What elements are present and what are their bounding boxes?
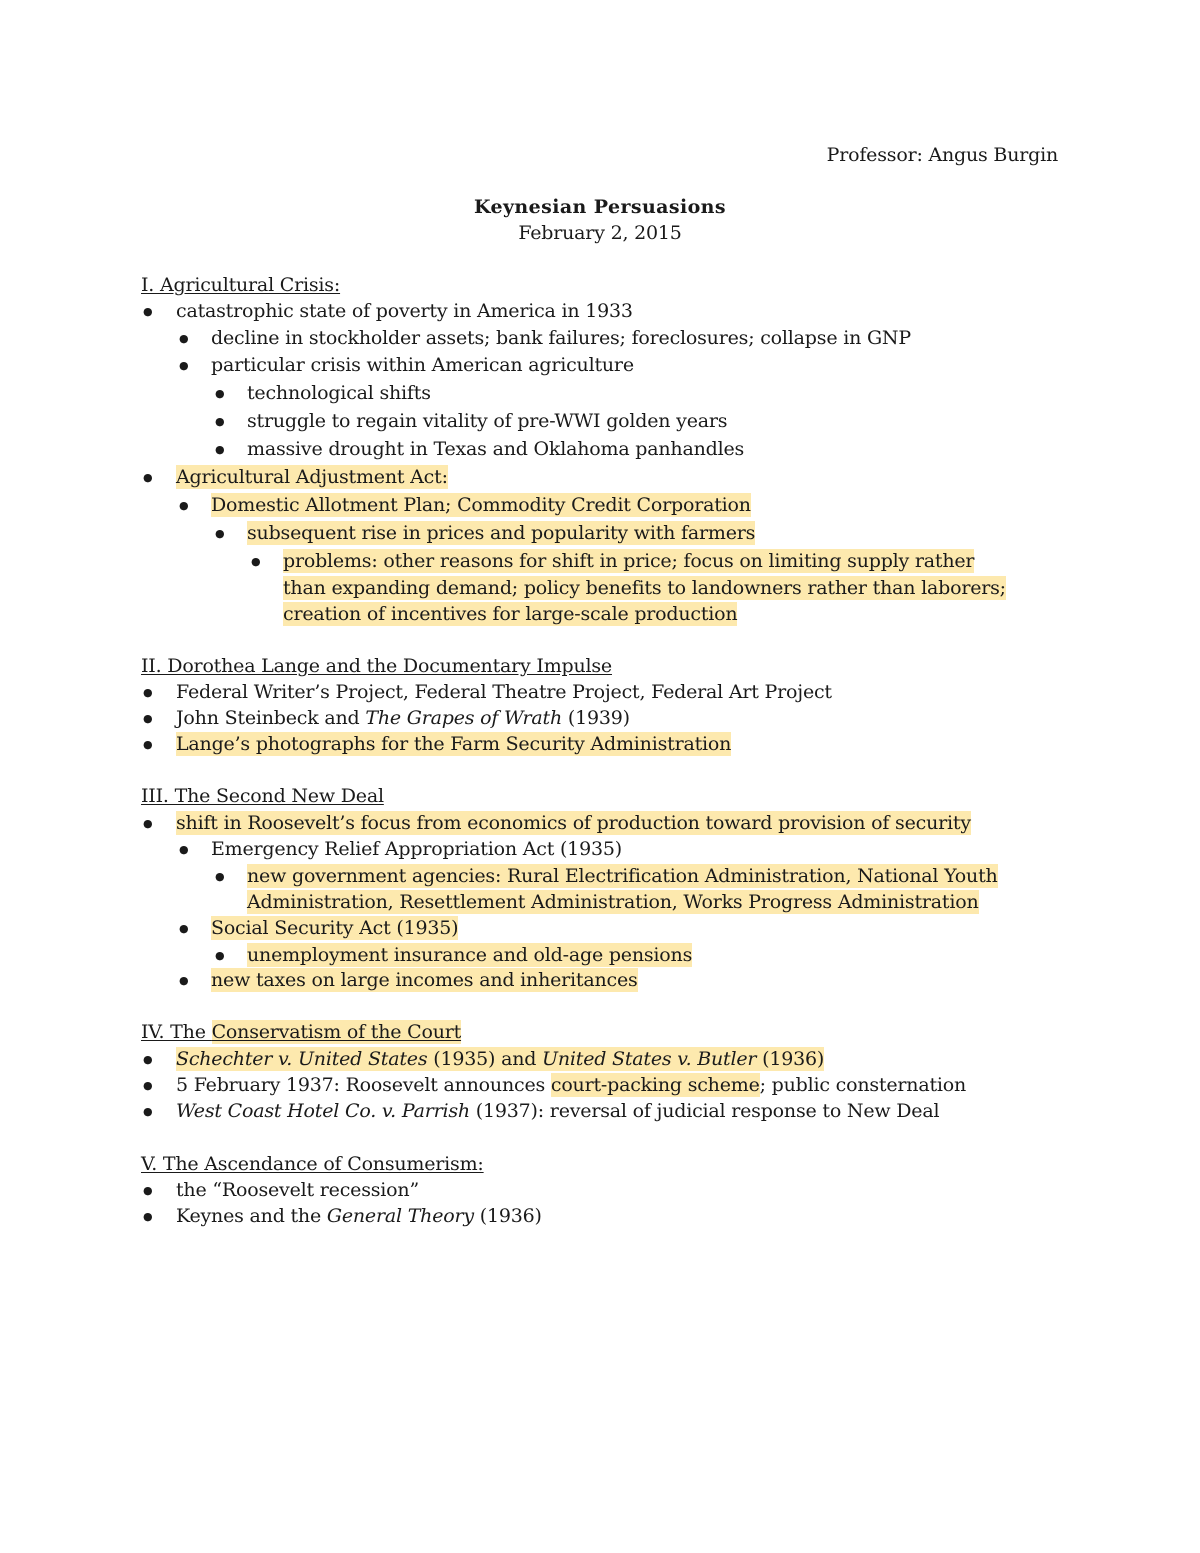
bullet-icon: ● [215,527,225,540]
list-item [283,548,974,574]
list-item: decline in stockholder assets; bank failures; foreclosures; collapse in GNP [211,327,911,349]
list-item: massive drought in Texas and Oklahoma panhandles [247,438,745,460]
bullet-icon: ● [143,1079,153,1092]
bullet-icon: ● [215,870,225,883]
book-title: General Theory [326,1205,474,1227]
text-run: IV. The [141,1021,212,1043]
bullet-icon: ● [143,1184,153,1197]
section-4-heading [141,1019,461,1045]
case-name: Schechter v. United States [176,1048,428,1070]
highlight: Conservatism of the Court [211,1021,462,1043]
section-3-heading: III. The Second New Deal [141,785,384,807]
list-item [247,863,998,889]
bullet-icon: ● [179,499,189,512]
bullet-icon: ● [143,471,153,484]
list-item: technological shifts [247,382,431,404]
highlight: Domestic Allotment Plan; Commodity Credit Corporation [211,494,751,516]
highlight: new government agencies: Rural Electrification Administration, National Youth [247,865,998,887]
highlight: than expanding demand; policy benefits to landowners rather than laborers; [283,577,1006,599]
highlight: court-packing scheme [550,1074,760,1096]
bullet-icon: ● [179,359,189,372]
bullet-icon: ● [143,817,153,830]
bullet-icon: ● [179,332,189,345]
bullet-icon: ● [251,555,261,568]
list-item [176,1203,542,1229]
text-run: John Steinbeck and [176,707,366,729]
bullet-icon: ● [215,949,225,962]
text-run: 5 February 1937: Roosevelt announces [176,1074,551,1096]
highlight: Administration, Resettlement Administration, Works Progress Administration [247,891,979,913]
list-item [176,705,630,731]
highlight [176,1047,824,1071]
list-item-continued [283,601,737,627]
bullet-icon: ● [179,974,189,987]
bullet-icon: ● [215,415,225,428]
list-item: Emergency Relief Appropriation Act (1935) [211,838,622,860]
bullet-icon: ● [143,686,153,699]
text-run: ; public consternation [759,1074,967,1096]
list-item [211,492,751,518]
list-item [176,731,731,757]
section-1-heading: I. Agricultural Crisis: [141,274,341,296]
bullet-icon: ● [179,922,189,935]
list-item-continued [247,889,979,915]
text-run: (1939) [562,707,630,729]
bullet-icon: ● [215,387,225,400]
list-item: Federal Writer’s Project, Federal Theatre Project, Federal Art Project [176,681,832,703]
highlight: problems: other reasons for shift in price; focus on limiting supply rather [283,550,975,572]
date-line: February 2, 2015 [518,222,682,244]
book-title: The Grapes of Wrath [365,707,563,729]
list-item [176,464,448,490]
list-item [247,942,692,968]
text-run: (1936) [473,1205,542,1227]
bullet-icon: ● [143,1105,153,1118]
highlight: subsequent rise in prices and popularity with farmers [247,522,756,544]
list-item [176,1098,939,1124]
professor-line: Professor: Angus Burgin [826,144,1058,166]
list-item [211,967,638,993]
text-run: Keynes and the [176,1205,327,1227]
list-item [176,1046,824,1072]
text-run: (1937): reversal of judicial response to New Deal [469,1100,940,1122]
list-item: particular crisis within American agriculture [211,354,634,376]
page-title: Keynesian Persuasions [474,196,726,218]
bullet-icon: ● [143,305,153,318]
list-item: struggle to regain vitality of pre-WWI golden years [247,410,728,432]
highlight: Lange’s photographs for the Farm Security Administration [176,733,732,755]
case-name: West Coast Hotel Co. v. Parrish [176,1100,470,1122]
highlight: shift in Roosevelt’s focus from economics of production toward provision of security [176,812,971,834]
bullet-icon: ● [143,1053,153,1066]
list-item [247,520,755,546]
section-5-heading: V. The Ascendance of Consumerism: [141,1153,484,1175]
case-name: United States v. Butler [542,1048,757,1070]
highlight: Agricultural Adjustment Act: [176,466,448,488]
section-2-heading: II. Dorothea Lange and the Documentary Impulse [141,655,612,677]
highlight: Social Security Act (1935) [211,917,459,939]
bullet-icon: ● [215,443,225,456]
bullet-icon: ● [143,712,153,725]
list-item: the “Roosevelt recession” [176,1179,419,1201]
list-item [176,810,971,836]
list-item: catastrophic state of poverty in America in 1933 [176,300,633,322]
highlight: new taxes on large incomes and inheritances [211,969,638,991]
list-item [176,1072,966,1098]
text-run: (1935) and [427,1048,543,1070]
bullet-icon: ● [179,843,189,856]
text-run: (1936) [756,1048,825,1070]
highlight: unemployment insurance and old-age pensions [247,944,693,966]
bullet-icon: ● [143,738,153,751]
highlight: creation of incentives for large-scale production [283,603,738,625]
list-item-continued [283,575,1006,601]
bullet-icon: ● [143,1210,153,1223]
list-item [211,915,458,941]
